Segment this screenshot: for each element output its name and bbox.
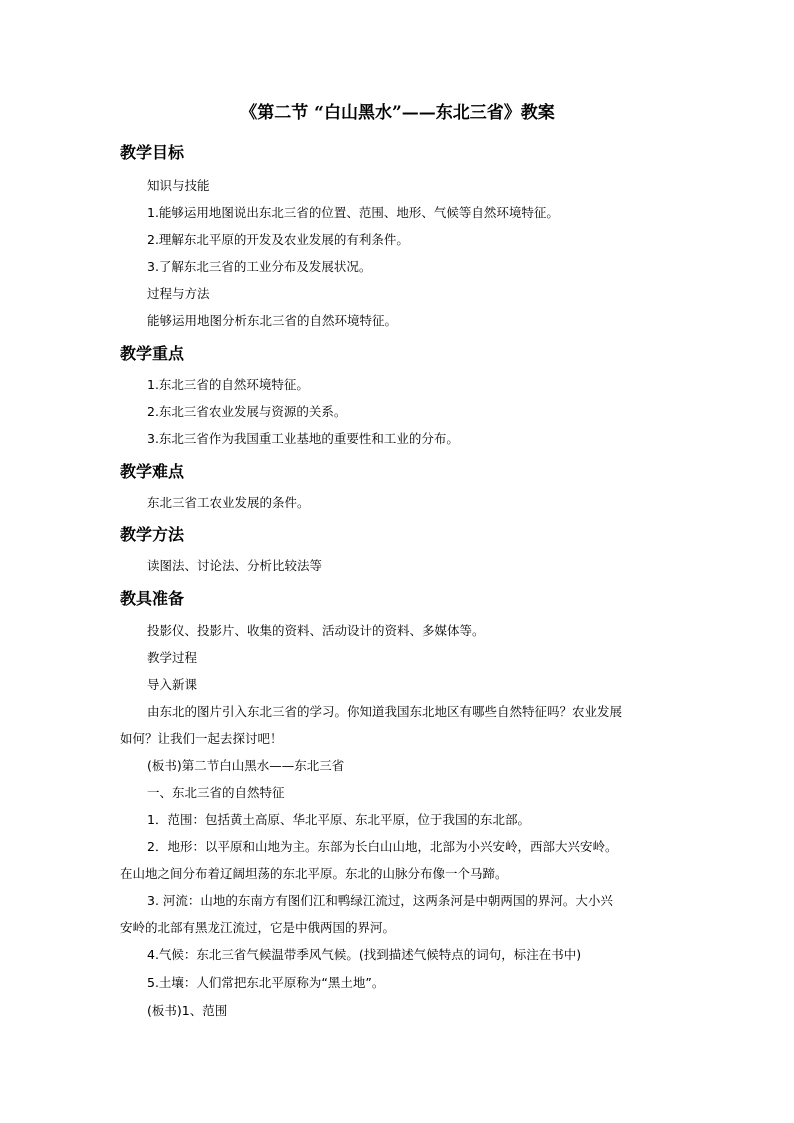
- key-points-line: 3.东北三省作为我国重工业基地的重要性和工业的分布。: [147, 431, 459, 446]
- tools-line: 教学过程: [147, 650, 198, 665]
- key-points-line: 2.东北三省农业发展与资源的关系。: [147, 404, 347, 419]
- methods-line: 读图法、讨论法、分析比较法等: [147, 558, 323, 573]
- tools-line: (板书)1、范围: [147, 1003, 228, 1018]
- objectives-line: 过程与方法: [147, 286, 210, 301]
- objectives-line: 2.理解东北平原的开发及农业发展的有利条件。: [147, 232, 409, 247]
- objectives-line: 能够运用地图分析东北三省的自然环境特征。: [147, 313, 398, 328]
- tools-line: 3. 河流：山地的东南方有图们江和鸭绿江流过，这两条河是中朝两国的界河。大小兴: [147, 893, 613, 908]
- tools-line: 5.土壤：人们常把东北平原称为“黑土地”。: [147, 975, 385, 990]
- section-heading-objectives: 教学目标: [120, 143, 185, 162]
- section-heading-methods: 教学方法: [120, 525, 185, 544]
- objectives-line: 1.能够运用地图说出东北三省的位置、范围、地形、气候等自然环境特征。: [147, 205, 559, 220]
- section-heading-tools: 教具准备: [120, 589, 185, 608]
- section-heading-key-points: 教学重点: [120, 344, 185, 363]
- tools-line: 2．地形：以平原和山地为主。东部为长白山山地，北部为小兴安岭，西部大兴安岭。: [147, 839, 618, 854]
- section-heading-difficulties: 教学难点: [120, 462, 185, 481]
- objectives-line: 知识与技能: [147, 178, 210, 193]
- tools-line: (板书)第二节白山黑水——东北三省: [147, 758, 345, 773]
- tools-line: 导入新课: [147, 677, 198, 692]
- key-points-line: 1.东北三省的自然环境特征。: [147, 377, 309, 392]
- objectives-line: 3.了解东北三省的工业分布及发展状况。: [147, 259, 372, 274]
- tools-line: 如何？让我们一起去探讨吧！: [120, 731, 283, 746]
- difficulties-line: 东北三省工农业发展的条件。: [147, 495, 310, 510]
- document-title: 《第二节 “白山黑水”——东北三省》教案: [240, 103, 555, 123]
- tools-line: 4.气候：东北三省气候温带季风气候。(找到描述气候特点的词句，标注在书中): [147, 947, 582, 962]
- tools-line: 由东北的图片引入东北三省的学习。你知道我国东北地区有哪些自然特征吗？农业发展: [147, 704, 623, 719]
- tools-line: 在山地之间分布着辽阔坦荡的东北平原。东北的山脉分布像一个马蹄。: [120, 866, 508, 881]
- tools-line: 1．范围：包括黄土高原、华北平原、东北平原，位于我国的东北部。: [147, 812, 530, 827]
- tools-line: 安岭的北部有黑龙江流过，它是中俄两国的界河。: [120, 920, 396, 935]
- tools-line: 一、东北三省的自然特征: [147, 785, 285, 800]
- tools-line: 投影仪、投影片、收集的资料、活动设计的资料、多媒体等。: [147, 623, 485, 638]
